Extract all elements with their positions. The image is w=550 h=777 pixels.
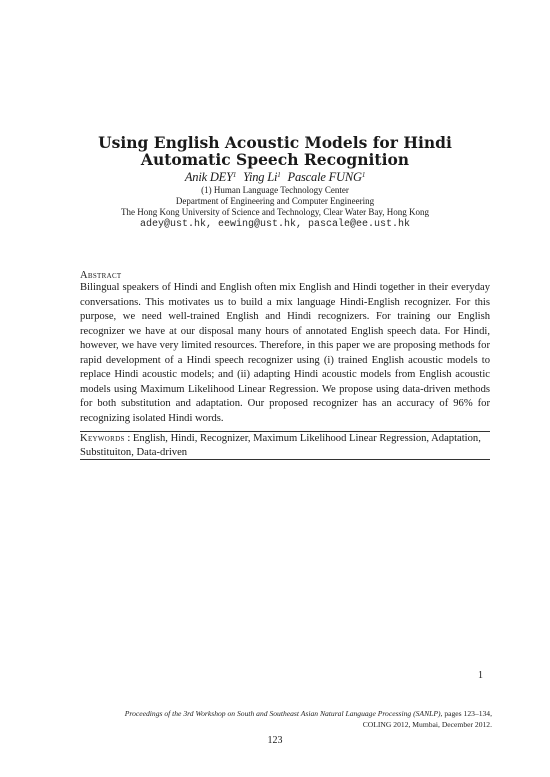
footnote-number: 1 (478, 670, 483, 681)
keywords-text: : English, Hindi, Recognizer, Maximum Likelihood Linear Regression, Adaptation, Substituiton, Data-driven (80, 433, 481, 458)
author-affiliation-mark: 1 (232, 171, 237, 179)
keywords-bottom-rule (80, 459, 490, 460)
proceedings-line-1 (60, 708, 492, 719)
keywords-block (80, 432, 490, 460)
author-name: Ying Li (243, 170, 278, 184)
author-list (80, 170, 470, 184)
page-number: 123 (267, 735, 283, 746)
abstract-text: Bilingual speakers of Hindi and English often mix English and Hindi together in their everyday conversations. This motivates us to build a mix language Hindi-English recognizer. For this purpose, we need well-trained English and Hindi recognizers. For training our English recognizer we have at our disposal many hours of annotated English speech data. For Hindi, however, we have very limited resources. Therefore, in this paper we are proposing methods for rapid development of a Hindi speech recognizer using (i) trained English acoustic models to replace Hindi acoustic models; and (ii) adapting Hindi acoustic models from English acoustic models using Maximum Likelihood Linear Regression. We propose using data-driven methods for both substitution and adaptation. Our proposed recognizer has an accuracy of 96% for recognizing isolated Hindi words. (80, 282, 490, 424)
proceedings-venue: Proceedings of the 3rd Workshop on South and Southeast Asian Natural Language Processing (SANLP) (124, 709, 441, 718)
author-affiliation-mark: 1 (277, 171, 281, 179)
affiliation-line: The Hong Kong University of Science and Technology, Clear Water Bay, Hong Kong (120, 207, 430, 217)
proceedings-pages: , pages 123–134, (440, 709, 492, 718)
author (288, 170, 366, 184)
affiliation-line: (1) Human Language Technology Center (201, 185, 349, 195)
author-name: Anik DEY (184, 170, 233, 184)
author-affiliation-mark: 1 (361, 171, 366, 179)
proceedings-line-2: COLING 2012, Mumbai, December 2012. (362, 720, 492, 729)
affiliation-line: Department of Engineering and Computer Engineering (175, 196, 375, 206)
author (185, 170, 236, 184)
keywords-label: Keywords (80, 433, 125, 444)
paper-title: Using English Acoustic Models for Hindi Automatic Speech Recognition (98, 133, 452, 169)
author (243, 170, 280, 184)
proceedings-note (60, 708, 492, 730)
abstract-heading: Abstract (80, 270, 122, 281)
author-emails: adey@ust.hk, eewing@ust.hk, pascale@ee.ust.hk (139, 219, 411, 230)
author-name: Pascale FUNG (287, 170, 362, 184)
